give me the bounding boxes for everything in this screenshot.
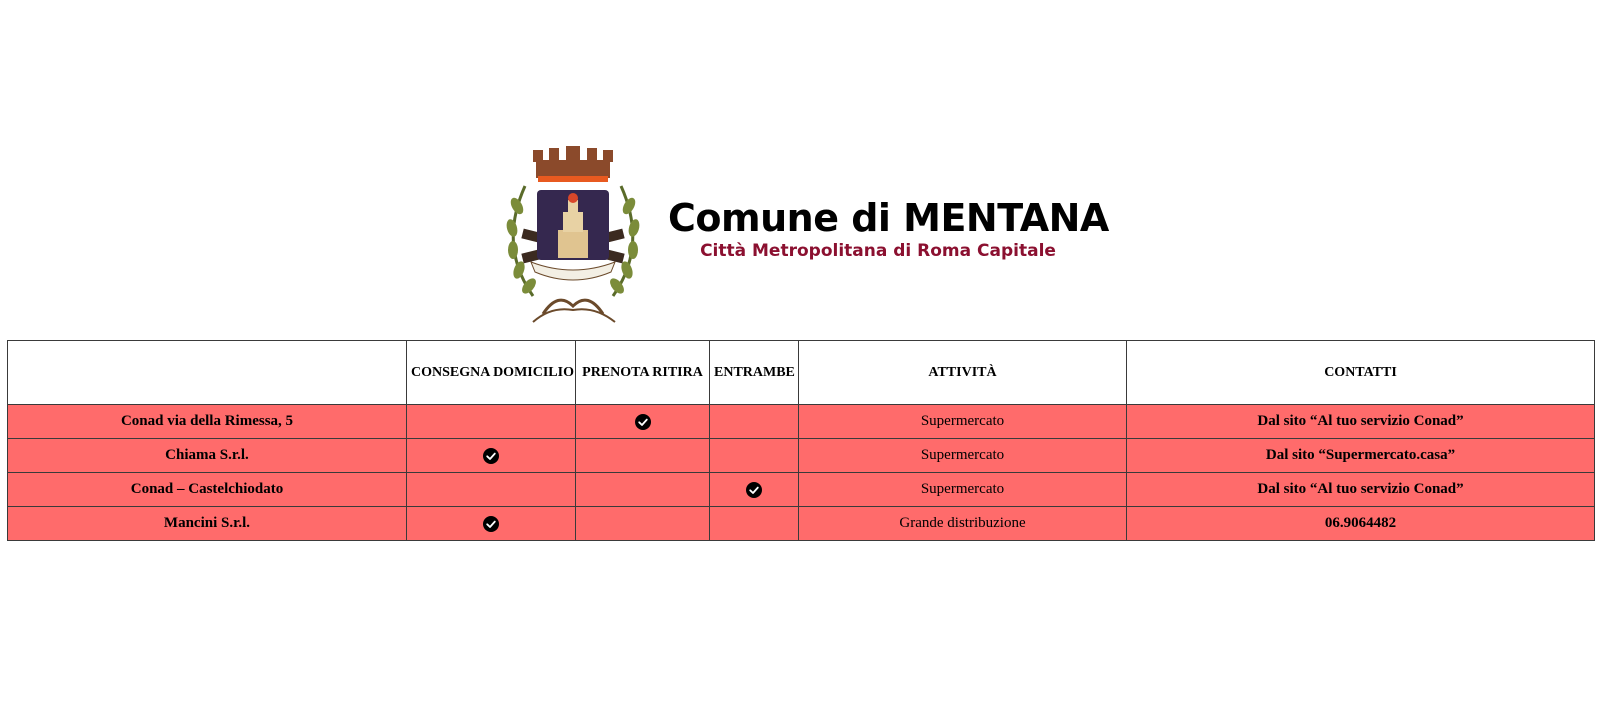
table-row xyxy=(8,405,1595,439)
domicilio-cell xyxy=(407,473,576,507)
ritira-cell xyxy=(576,439,710,473)
page-title: Comune di MENTANA xyxy=(668,196,1109,240)
title-block xyxy=(668,196,1109,262)
contacts-cell: 06.9064482 xyxy=(1127,507,1595,541)
header-both: ENTRAMBE xyxy=(710,341,799,405)
check-icon xyxy=(635,413,651,429)
ritira-cell xyxy=(576,473,710,507)
header-store xyxy=(8,341,407,405)
header-activity: ATTIVITÀ xyxy=(799,341,1127,405)
store-name-cell: Conad via della Rimessa, 5 xyxy=(8,405,407,439)
check-icon xyxy=(746,481,762,497)
domicilio-cell xyxy=(407,405,576,439)
activity-cell: Supermercato xyxy=(799,473,1127,507)
header-contacts: CONTATTI xyxy=(1127,341,1595,405)
header-pickup: PRENOTA RITIRA xyxy=(576,341,710,405)
check-icon xyxy=(483,515,499,531)
header-home-delivery: CONSEGNA DOMICILIO xyxy=(407,341,576,405)
domicilio-cell xyxy=(407,439,576,473)
store-name-cell: Conad – Castelchiodato xyxy=(8,473,407,507)
table-header-row xyxy=(8,341,1595,405)
store-name-cell: Chiama S.r.l. xyxy=(8,439,407,473)
contacts-cell: Dal sito “Supermercato.casa” xyxy=(1127,439,1595,473)
activity-cell: Grande distribuzione xyxy=(799,507,1127,541)
activity-cell: Supermercato xyxy=(799,405,1127,439)
check-icon xyxy=(483,447,499,463)
municipal-crest-icon xyxy=(503,146,643,324)
table-row xyxy=(8,507,1595,541)
page-subtitle: Città Metropolitana di Roma Capitale xyxy=(700,241,1056,261)
entrambe-cell xyxy=(710,473,799,507)
contacts-cell: Dal sito “Al tuo servizio Conad” xyxy=(1127,473,1595,507)
contacts-cell: Dal sito “Al tuo servizio Conad” xyxy=(1127,405,1595,439)
store-name-cell: Mancini S.r.l. xyxy=(8,507,407,541)
table-row xyxy=(8,439,1595,473)
entrambe-cell xyxy=(710,405,799,439)
activity-cell: Supermercato xyxy=(799,439,1127,473)
table-row xyxy=(8,473,1595,507)
domicilio-cell xyxy=(407,507,576,541)
merchants-table xyxy=(7,340,1595,541)
ritira-cell xyxy=(576,405,710,439)
ritira-cell xyxy=(576,507,710,541)
entrambe-cell xyxy=(710,439,799,473)
entrambe-cell xyxy=(710,507,799,541)
document-header xyxy=(0,140,1600,325)
